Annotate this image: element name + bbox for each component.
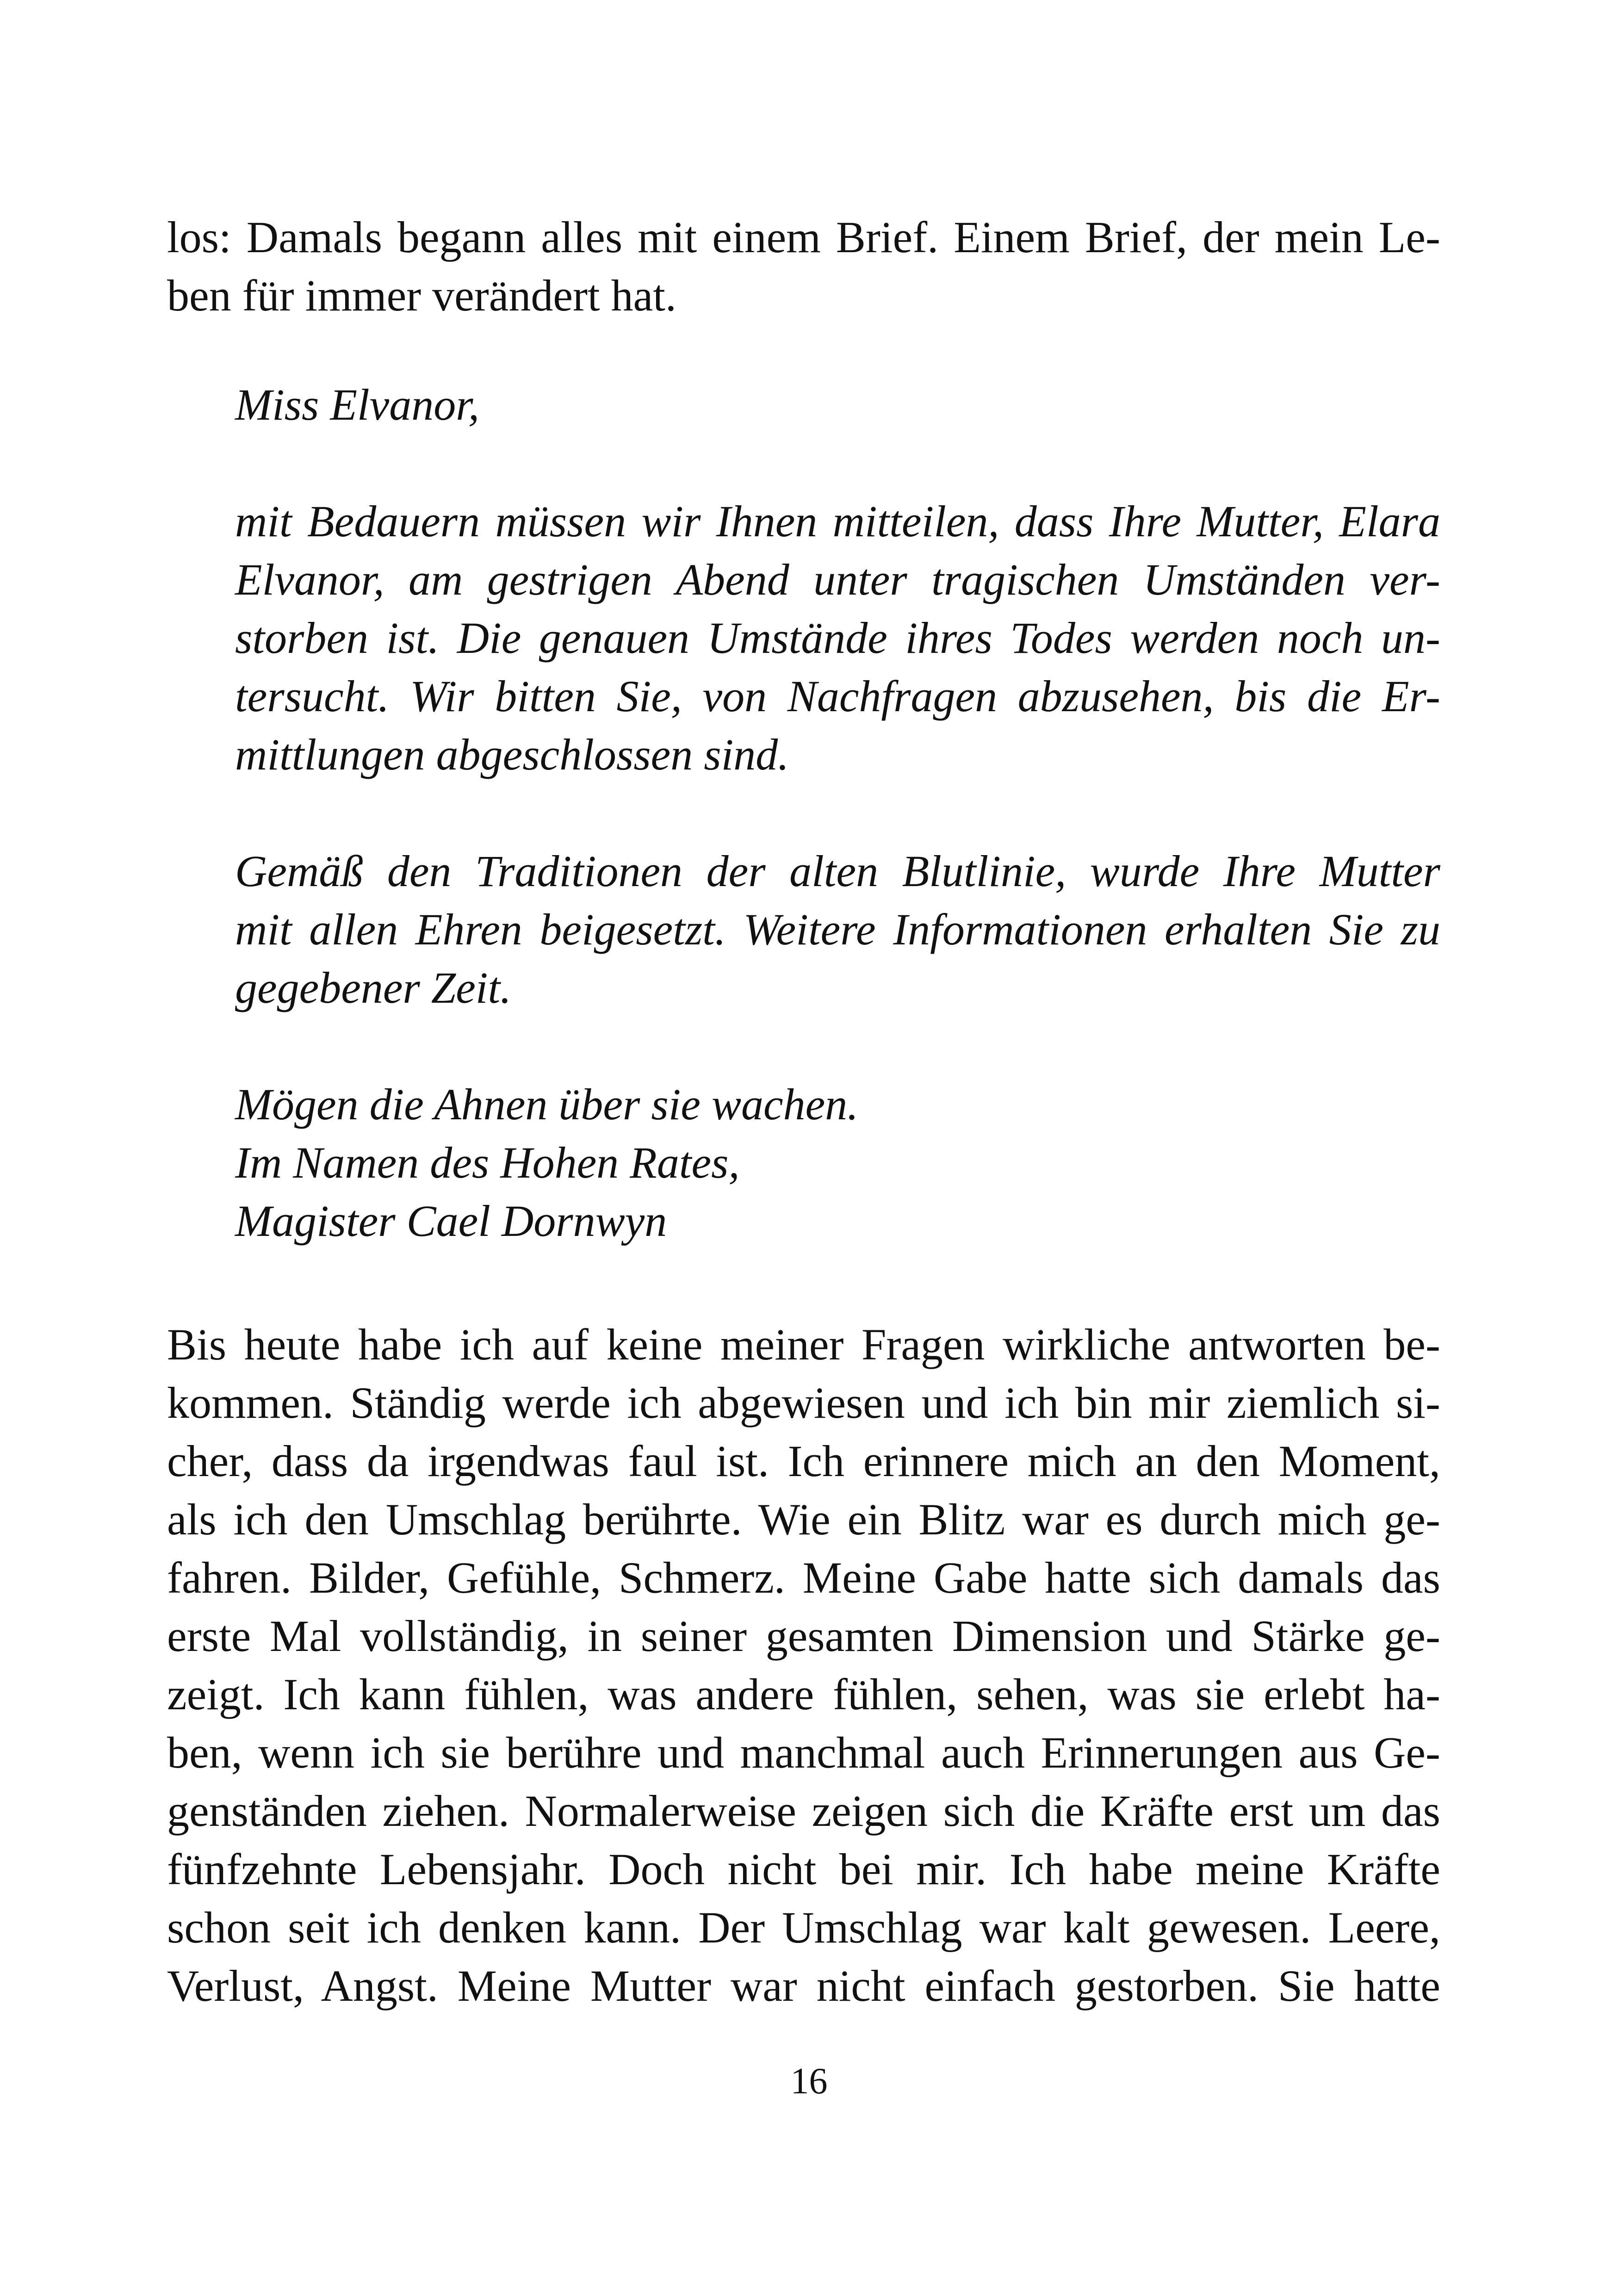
letter-closing (235, 1075, 1440, 1250)
intro-paragraph (167, 208, 1440, 325)
signature-line: Magister Cael Dornwyn (235, 1196, 667, 1246)
body-line-12: Verlust, Angst. Meine Mutter war nicht einfach gestorben. Sie hatte (167, 1961, 1440, 2011)
body-line-8: ben, wenn ich sie berühre und manchmal auch Erinnerungen aus Ge- (167, 1728, 1440, 1777)
closing-line-1: Mögen die Ahnen über sie wachen. (235, 1080, 859, 1129)
letter-paragraph-2 (235, 842, 1440, 1017)
body-line-5: fahren. Bilder, Gefühle, Schmerz. Meine Gabe hatte sich damals das (167, 1553, 1440, 1602)
body-line-10: fünfzehnte Lebensjahr. Doch nicht bei mir. Ich habe meine Kräfte (167, 1844, 1440, 1894)
letter-paragraph-1 (235, 492, 1440, 784)
letter-p1-line-4: tersucht. Wir bitten Sie, von Nachfragen abzusehen, bis die Er- (235, 671, 1440, 721)
body-line-1: Bis heute habe ich auf keine meiner Fragen wirkliche antworten be- (167, 1320, 1440, 1369)
body-line-3: cher, dass da irgendwas faul ist. Ich erinnere mich an den Moment, (167, 1436, 1440, 1486)
body-line-7: zeigt. Ich kann fühlen, was andere fühlen, sehen, was sie erlebt ha- (167, 1669, 1440, 1719)
body-line-9: genständen ziehen. Normalerweise zeigen sich die Kräfte erst um das (167, 1786, 1440, 1836)
intro-line-1: los: Damals begann alles mit einem Brief. Einem Brief, der mein Le- (167, 212, 1440, 262)
body-line-6: erste Mal vollständig, in seiner gesamten Dimension und Stärke ge- (167, 1611, 1440, 1661)
letter-p2-line-2: mit allen Ehren beigesetzt. Weitere Informationen erhalten Sie zu (235, 905, 1440, 954)
letter-p1-line-1: mit Bedauern müssen wir Ihnen mitteilen, dass Ihre Mutter, Elara (235, 496, 1440, 546)
intro-line-2: ben für immer verändert hat. (167, 271, 676, 320)
letter-p2-line-3: gegebener Zeit. (235, 963, 512, 1012)
letter-p1-line-3: storben ist. Die genauen Umstände ihres Todes werden noch un- (235, 613, 1440, 663)
page-number: 16 (790, 2061, 828, 2102)
body-line-11: schon seit ich denken kann. Der Umschlag war kalt gewesen. Leere, (167, 1903, 1440, 1952)
letter-salutation (235, 376, 1440, 434)
letter-p1-line-5: mittlungen abgeschlossen sind. (235, 730, 789, 779)
closing-line-2: Im Namen des Hohen Rates, (235, 1138, 740, 1187)
salutation-line: Miss Elvanor, (235, 380, 479, 429)
letter-p1-line-2: Elvanor, am gestrigen Abend unter tragischen Umständen ver- (235, 555, 1440, 604)
body-line-4: als ich den Umschlag berührte. Wie ein Blitz war es durch mich ge- (167, 1495, 1440, 1544)
letter-p2-line-1: Gemäß den Traditionen der alten Blutlinie, wurde Ihre Mutter (235, 846, 1440, 896)
letter (235, 376, 1440, 1250)
body-paragraph (167, 1316, 1440, 2015)
body-line-2: kommen. Ständig werde ich abgewiesen und ich bin mir ziemlich si- (167, 1378, 1440, 1427)
